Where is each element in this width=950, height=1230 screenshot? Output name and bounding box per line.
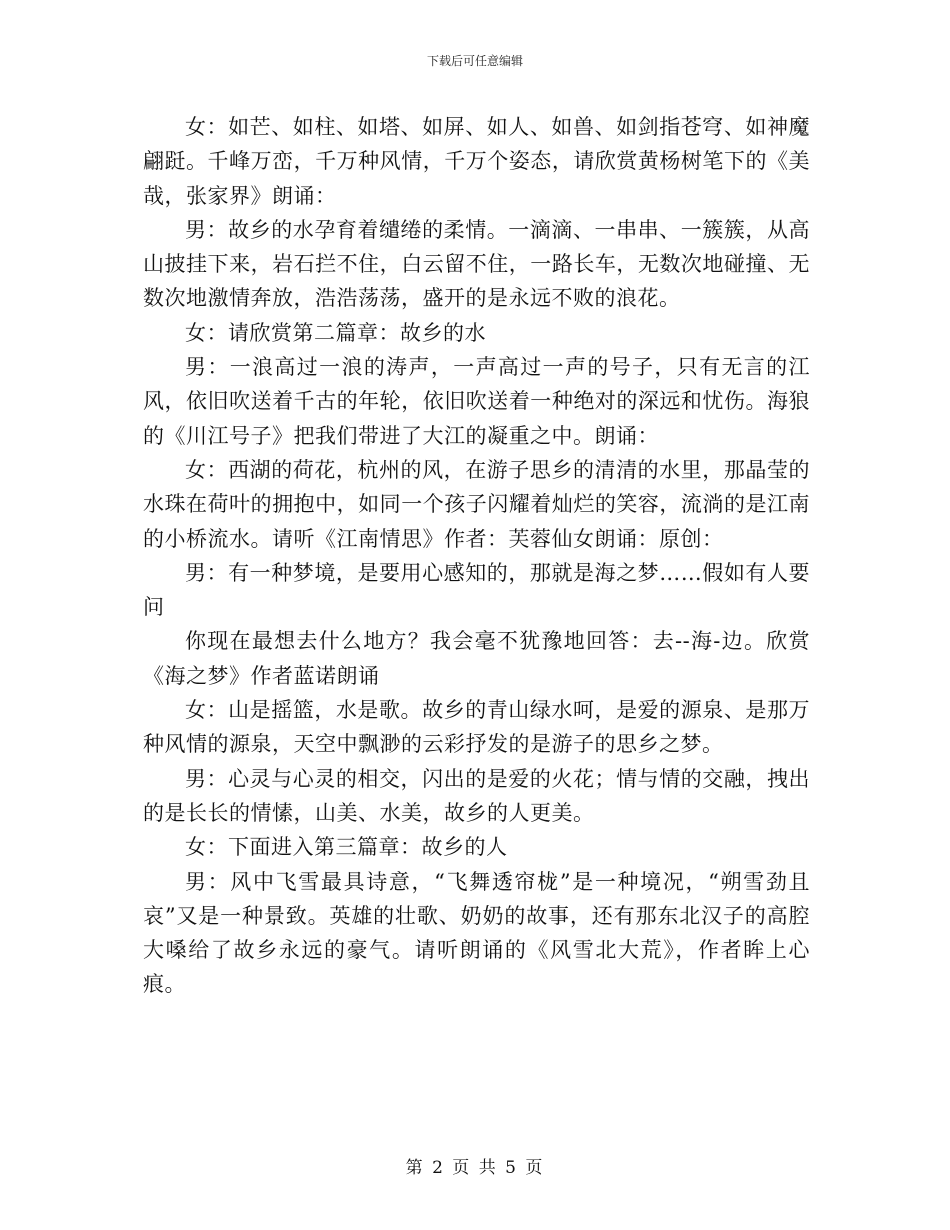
paragraph: 男：心灵与心灵的相交，闪出的是爱的火花；情与情的交融，拽出的是长长的情愫，山美、水美，故乡的人更美。 [143,766,810,825]
paragraph: 男：一浪高过一浪的涛声，一声高过一声的号子，只有无言的江风，依旧吹送着千古的年轮，依旧吹送着一种绝对的深远和忧伤。海狼的《川江号子》把我们带进了大江的凝重之中。朗诵： [143,355,810,448]
paragraph: 女：西湖的荷花，杭州的风，在游子思乡的清清的水里，那晶莹的水珠在荷叶的拥抱中，如同一个孩子闪耀着灿烂的笑容，流淌的是江南的小桥流水。请听《江南情思》作者：芙蓉仙女朗诵：原创： [143,457,810,551]
page-header: 下载后可任意编辑 [426,54,523,68]
paragraph: 男：风中飞雪最具诗意，“飞舞透帘栊”是一种境况，“朔雪劲且哀”又是一种景致。英雄的壮歌、奶奶的故事，还有那东北汉子的高腔大嗓给了故乡永远的豪气。请听朗诵的《风雪北大荒》，作者眸上心痕。 [143,869,810,997]
paragraph: 女：山是摇篮，水是歌。故乡的青山绿水呵，是爱的源泉、是那万种风情的源泉，天空中飘渺的云彩抒发的是游子的思乡之梦。 [143,698,810,757]
paragraph: 女：如芒、如柱、如塔、如屏、如人、如兽、如剑指苍穹、如神魔翩跹。千峰万峦，千万种风情，千万个姿态，请欣赏黄杨树笔下的《美哉，张家界》朗诵： [143,115,810,208]
paragraph: 女：请欣赏第二篇章：故乡的水 [185,320,486,345]
paragraph: 男：故乡的水孕育着缱绻的柔情。一滴滴、一串串、一簇簇，从高山披挂下来，岩石拦不住，白云留不住，一路长车，无数次地碰撞、无数次地激情奔放，浩浩荡荡，盛开的是永远不败的浪花。 [143,217,810,311]
page-footer: 第 2 页 共 5 页 [405,1158,545,1178]
body-text [143,110,810,1002]
paragraph: 女：下面进入第三篇章：故乡的人 [185,835,508,860]
paragraph: 你现在最想去什么地方？我会毫不犹豫地回答：去--海-边。欣赏《海之梦》作者蓝诺朗诵 [143,629,810,688]
paragraph: 男：有一种梦境，是要用心感知的，那就是海之梦……假如有人要问 [143,560,810,620]
